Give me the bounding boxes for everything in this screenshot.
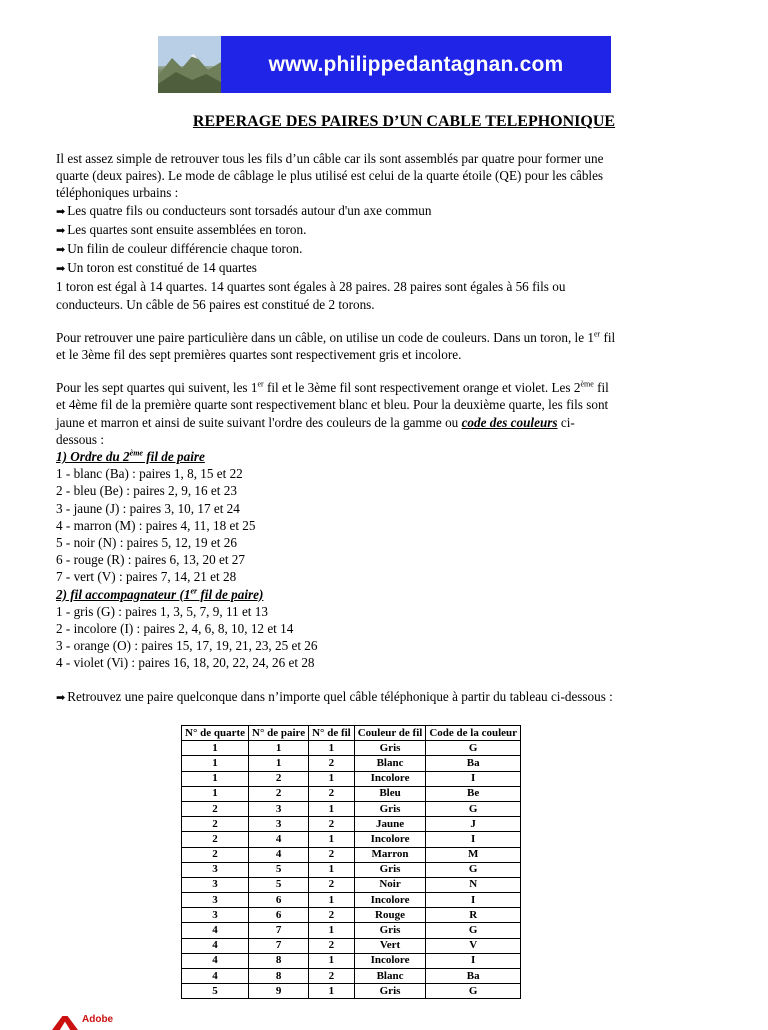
table-cell: Gris	[354, 801, 426, 816]
bullet-item: ➡ Un filin de couleur différencie chaque toron.	[56, 241, 303, 257]
paragraph-line: Pour les sept quartes qui suivent, les 1er fil et le 3ème fil sont respectivement orange et violet. Les 2ème fil	[56, 379, 609, 396]
paragraph-line: dessous :	[56, 431, 104, 447]
column-header: Code de la couleur	[426, 726, 521, 741]
column-header: N° de paire	[249, 726, 309, 741]
arrow-icon: ➡	[56, 224, 66, 237]
table-intro: ➡ Retrouvez une paire quelconque dans n’importe quel câble téléphonique à partir du tableau ci-dessous :	[56, 688, 613, 704]
arrow-icon: ➡	[56, 263, 66, 276]
table-cell: Ba	[426, 969, 521, 984]
table-cell: 2	[182, 817, 249, 832]
table-cell: 2	[249, 771, 309, 786]
table-cell: G	[426, 984, 521, 999]
table-cell: 7	[249, 938, 309, 953]
table-cell: 2	[309, 786, 355, 801]
table-cell: 2	[182, 801, 249, 816]
bullet-item: ➡ Un toron est constitué de 14 quartes	[56, 260, 257, 276]
table-cell: 2	[182, 832, 249, 847]
table-cell: 4	[182, 969, 249, 984]
table-cell: 5	[249, 877, 309, 892]
adobe-a-icon	[52, 1016, 78, 1030]
table-cell: 3	[182, 908, 249, 923]
table-row	[182, 756, 521, 771]
toron-line: 1 toron est égal à 14 quartes. 14 quartes sont égales à 28 paires. 28 paires sont égales à 56 fils ou	[56, 279, 566, 295]
table-cell: 3	[249, 801, 309, 816]
table-cell: Incolore	[354, 953, 426, 968]
table-row	[182, 877, 521, 892]
table-cell: I	[426, 771, 521, 786]
table-cell: 2	[309, 877, 355, 892]
table-cell: 4	[249, 832, 309, 847]
table-cell: 1	[309, 953, 355, 968]
table-cell: Rouge	[354, 908, 426, 923]
table-cell: I	[426, 832, 521, 847]
paragraph-line: Pour retrouver une paire particulière dans un câble, on utilise un code de couleurs. Dans un toron, le 1er fil	[56, 329, 616, 345]
table-cell: 2	[309, 817, 355, 832]
table-cell: 4	[182, 938, 249, 953]
intro-line: Il est assez simple de retrouver tous les fils d’un câble car ils sont assemblés par quatre pour former une	[56, 151, 604, 166]
table-cell: Blanc	[354, 969, 426, 984]
table-cell: N	[426, 877, 521, 892]
table-row	[182, 817, 521, 832]
list-item: 4 - violet (Vi) : paires 16, 18, 20, 22, 24, 26 et 28	[56, 655, 315, 671]
table-cell: 1	[182, 771, 249, 786]
table-row	[182, 741, 521, 756]
paragraph-line: jaune et marron et ainsi de suite suivant l'ordre des couleurs de la gamme ou code des couleurs ci-	[56, 414, 575, 430]
table-cell: 9	[249, 984, 309, 999]
table-cell: 1	[309, 923, 355, 938]
arrow-icon: ➡	[56, 205, 66, 218]
site-url[interactable]: www.philippedantagnan.com	[268, 52, 564, 76]
list-item: 2 - incolore (I) : paires 2, 4, 6, 8, 10, 12 et 14	[56, 621, 294, 637]
table-cell: 4	[182, 923, 249, 938]
table-cell: Gris	[354, 741, 426, 756]
site-banner[interactable]	[158, 36, 611, 93]
table-cell: G	[426, 801, 521, 816]
table-cell: Gris	[354, 984, 426, 999]
table-row	[182, 847, 521, 862]
table-cell: Incolore	[354, 771, 426, 786]
table-cell: 1	[182, 756, 249, 771]
table-cell: 2	[249, 786, 309, 801]
table-cell: I	[426, 953, 521, 968]
table-cell: Ba	[426, 756, 521, 771]
column-header: N° de fil	[309, 726, 355, 741]
table-cell: 1	[309, 741, 355, 756]
column-header: Couleur de fil	[354, 726, 426, 741]
table-cell: 5	[182, 984, 249, 999]
bullet-item: ➡ Les quartes sont ensuite assemblées en toron.	[56, 221, 307, 237]
table-cell: 2	[309, 969, 355, 984]
page-title: REPERAGE DES PAIRES D’UN CABLE TELEPHONIQUE	[192, 113, 616, 130]
list-item: 6 - rouge (R) : paires 6, 13, 20 et 27	[56, 552, 245, 568]
table-cell: 2	[182, 847, 249, 862]
table-cell: 3	[182, 877, 249, 892]
table-cell: 1	[309, 801, 355, 816]
table-cell: Bleu	[354, 786, 426, 801]
table-cell: Gris	[354, 923, 426, 938]
table-cell: 2	[309, 938, 355, 953]
table-row	[182, 832, 521, 847]
bullet-item: ➡ Les quatre fils ou conducteurs sont torsadés autour d'un axe commun	[56, 202, 432, 218]
paragraph-line: et 4ème fil de la première quarte sont respectivement blanc et bleu. Pour la deuxième quarte, les fils sont	[56, 397, 609, 413]
table-cell: 1	[309, 984, 355, 999]
table-cell: I	[426, 893, 521, 908]
table-cell: Gris	[354, 862, 426, 877]
list-item: 7 - vert (V) : paires 7, 14, 21 et 28	[56, 569, 237, 585]
table-cell: 1	[182, 741, 249, 756]
table-cell: M	[426, 847, 521, 862]
list-item: 3 - jaune (J) : paires 3, 10, 17 et 24	[56, 500, 240, 516]
table-cell: G	[426, 741, 521, 756]
table-row	[182, 984, 521, 999]
table-cell: 7	[249, 923, 309, 938]
document-body	[56, 150, 716, 707]
table-cell: V	[426, 938, 521, 953]
table-cell: 6	[249, 893, 309, 908]
table-cell: 4	[249, 847, 309, 862]
table-cell: Marron	[354, 847, 426, 862]
intro-line: téléphoniques urbains :	[56, 185, 179, 201]
table-cell: 2	[309, 908, 355, 923]
table-row	[182, 893, 521, 908]
table-cell: 2	[309, 847, 355, 862]
table-cell: 1	[309, 832, 355, 847]
table-cell: Noir	[354, 877, 426, 892]
table-cell: Be	[426, 786, 521, 801]
table-row	[182, 969, 521, 984]
table-cell: R	[426, 908, 521, 923]
adobe-logo: Adobe	[52, 1014, 142, 1028]
list-item: 2 - bleu (Be) : paires 2, 9, 16 et 23	[56, 483, 237, 499]
table-cell: J	[426, 817, 521, 832]
table-cell: 5	[249, 862, 309, 877]
arrow-icon: ➡	[56, 244, 66, 257]
table-cell: Blanc	[354, 756, 426, 771]
table-row	[182, 771, 521, 786]
list-item: 4 - marron (M) : paires 4, 11, 18 et 25	[56, 517, 256, 533]
table-row	[182, 953, 521, 968]
table-row	[182, 786, 521, 801]
pair-table	[181, 725, 521, 999]
section-heading-1: 1) Ordre du 2ème fil de paire	[56, 448, 205, 465]
table-header-row	[182, 726, 521, 741]
table-cell: 3	[249, 817, 309, 832]
list-item: 3 - orange (O) : paires 15, 17, 19, 21, 23, 25 et 26	[56, 638, 318, 654]
arrow-icon: ➡	[56, 691, 66, 704]
table-row	[182, 862, 521, 877]
table-cell: G	[426, 923, 521, 938]
table-cell: 1	[182, 786, 249, 801]
table-row	[182, 801, 521, 816]
table-cell: 3	[182, 862, 249, 877]
list-item: 1 - gris (G) : paires 1, 3, 5, 7, 9, 11 et 13	[56, 603, 268, 619]
table-row	[182, 923, 521, 938]
table-cell: Incolore	[354, 832, 426, 847]
color-code-link[interactable]: code des couleurs	[461, 414, 558, 430]
table-row	[182, 938, 521, 953]
table-cell: 8	[249, 953, 309, 968]
table-row	[182, 908, 521, 923]
intro-line: quarte (deux paires). Le mode de câblage le plus utilisé est celui de la quarte étoile (QE) pour les câbles	[56, 168, 604, 184]
table-cell: 6	[249, 908, 309, 923]
table-cell: 1	[249, 756, 309, 771]
list-item: 1 - blanc (Ba) : paires 1, 8, 15 et 22	[56, 466, 243, 482]
table-cell: G	[426, 862, 521, 877]
column-header: N° de quarte	[182, 726, 249, 741]
table-cell: 4	[182, 953, 249, 968]
table-cell: Incolore	[354, 893, 426, 908]
paragraph-line: et le 3ème fil des sept premières quartes sont respectivement gris et incolore.	[56, 347, 462, 363]
table-cell: 2	[309, 756, 355, 771]
list-item: 5 - noir (N) : paires 5, 12, 19 et 26	[56, 535, 237, 551]
table-cell: 3	[182, 893, 249, 908]
toron-line: conducteurs. Un câble de 56 paires est constitué de 2 torons.	[56, 296, 375, 312]
mountain-photo	[158, 36, 221, 93]
table-cell: Vert	[354, 938, 426, 953]
table-cell: 8	[249, 969, 309, 984]
table-cell: 1	[309, 893, 355, 908]
table-cell: Jaune	[354, 817, 426, 832]
section-heading-2: 2) fil accompagnateur (1er fil de paire)	[56, 586, 264, 602]
table-cell: 1	[309, 862, 355, 877]
table-cell: 1	[249, 741, 309, 756]
table-cell: 1	[309, 771, 355, 786]
